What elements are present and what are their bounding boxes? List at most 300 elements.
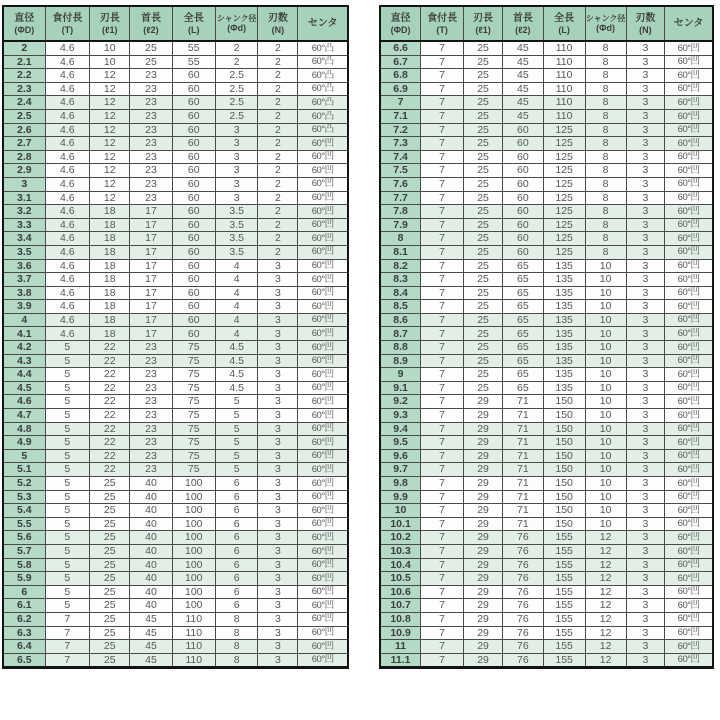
cell-flute_count: 3	[626, 626, 665, 640]
table-row	[3, 463, 348, 477]
column-label: 刃長	[473, 13, 494, 25]
cell-shank_diameter: 6	[215, 599, 257, 613]
cell-diameter: 7.5	[380, 164, 421, 178]
cell-neck_length: 45	[503, 109, 544, 123]
cell-flute_length: 29	[464, 558, 503, 572]
cell-diameter: 9	[380, 368, 421, 382]
cell-center: 60°凹	[298, 463, 348, 477]
cell-flute_length: 29	[464, 504, 503, 518]
column-label: 直径	[390, 13, 411, 25]
column-label: 刃長	[99, 13, 120, 25]
cell-overall_length: 125	[543, 218, 585, 232]
cell-flute_length: 25	[464, 177, 503, 191]
cell-flute_count: 2	[258, 96, 298, 110]
cell-chamfer_length: 7	[421, 368, 464, 382]
cell-flute_count: 3	[626, 300, 665, 314]
cell-center: 60°凹	[665, 354, 713, 368]
table-row	[3, 354, 348, 368]
cell-diameter: 9.7	[380, 463, 421, 477]
column-label: シャンク径	[216, 14, 257, 24]
table-row	[3, 477, 348, 491]
cell-flute_length: 29	[464, 612, 503, 626]
table-row	[380, 409, 713, 423]
cell-overall_length: 125	[543, 150, 585, 164]
cell-center: 60°凹	[665, 300, 713, 314]
table-row	[380, 640, 713, 654]
cell-flute_count: 2	[258, 205, 298, 219]
cell-neck_length: 60	[503, 137, 544, 151]
table-row	[380, 490, 713, 504]
cell-flute_length: 29	[464, 517, 503, 531]
cell-flute_count: 3	[626, 463, 665, 477]
cell-center: 60°凹	[665, 273, 713, 287]
cell-shank_diameter: 10	[585, 327, 626, 341]
cell-center: 60°凹	[298, 612, 348, 626]
cell-chamfer_length: 7	[45, 626, 90, 640]
table-row	[380, 41, 713, 55]
cell-shank_diameter: 10	[585, 490, 626, 504]
cell-flute_length: 29	[464, 572, 503, 586]
cell-shank_diameter: 3	[215, 164, 257, 178]
cell-overall_length: 155	[543, 572, 585, 586]
cell-shank_diameter: 4	[215, 327, 257, 341]
cell-diameter: 5.6	[3, 531, 45, 545]
spec-table-right	[379, 5, 714, 669]
cell-flute_length: 18	[90, 273, 130, 287]
cell-flute_count: 2	[258, 82, 298, 96]
table-row	[3, 164, 348, 178]
cell-flute_count: 3	[258, 504, 298, 518]
cell-flute_count: 2	[258, 150, 298, 164]
cell-diameter: 10.1	[380, 517, 421, 531]
cell-flute_length: 22	[90, 368, 130, 382]
cell-overall_length: 60	[172, 327, 215, 341]
cell-neck_length: 23	[130, 191, 172, 205]
cell-flute_length: 25	[90, 544, 130, 558]
cell-chamfer_length: 4.6	[45, 313, 90, 327]
cell-center: 60°凸	[298, 109, 348, 123]
cell-overall_length: 135	[543, 273, 585, 287]
cell-center: 60°凹	[665, 109, 713, 123]
cell-diameter: 10.6	[380, 585, 421, 599]
cell-shank_diameter: 10	[585, 368, 626, 382]
table-row	[380, 327, 713, 341]
cell-diameter: 4.7	[3, 409, 45, 423]
cell-flute_length: 22	[90, 341, 130, 355]
cell-neck_length: 45	[130, 612, 172, 626]
cell-shank_diameter: 4.5	[215, 381, 257, 395]
cell-overall_length: 125	[543, 164, 585, 178]
cell-overall_length: 150	[543, 409, 585, 423]
cell-chamfer_length: 5	[45, 517, 90, 531]
cell-neck_length: 65	[503, 286, 544, 300]
table-row	[380, 653, 713, 668]
cell-chamfer_length: 4.6	[45, 82, 90, 96]
cell-flute_count: 3	[258, 368, 298, 382]
cell-flute_count: 3	[626, 218, 665, 232]
column-label: 全長	[554, 13, 575, 25]
cell-shank_diameter: 8	[585, 109, 626, 123]
cell-diameter: 3.2	[3, 205, 45, 219]
cell-center: 60°凹	[665, 341, 713, 355]
cell-overall_length: 55	[172, 41, 215, 55]
cell-chamfer_length: 4.6	[45, 69, 90, 83]
cell-overall_length: 75	[172, 449, 215, 463]
cell-neck_length: 65	[503, 327, 544, 341]
cell-shank_diameter: 6	[215, 504, 257, 518]
table-row	[3, 177, 348, 191]
cell-shank_diameter: 6	[215, 517, 257, 531]
table-row	[380, 164, 713, 178]
cell-shank_diameter: 3.5	[215, 232, 257, 246]
cell-center: 60°凹	[298, 164, 348, 178]
cell-shank_diameter: 2.5	[215, 69, 257, 83]
cell-shank_diameter: 8	[585, 55, 626, 69]
cell-flute_length: 25	[464, 150, 503, 164]
cell-neck_length: 45	[503, 55, 544, 69]
cell-shank_diameter: 5	[215, 422, 257, 436]
cell-diameter: 11	[380, 640, 421, 654]
cell-neck_length: 23	[130, 69, 172, 83]
cell-shank_diameter: 12	[585, 653, 626, 668]
cell-flute_length: 12	[90, 164, 130, 178]
cell-overall_length: 60	[172, 286, 215, 300]
cell-neck_length: 17	[130, 286, 172, 300]
cell-flute_length: 12	[90, 177, 130, 191]
table-row	[380, 82, 713, 96]
cell-shank_diameter: 12	[585, 558, 626, 572]
cell-overall_length: 75	[172, 436, 215, 450]
cell-overall_length: 110	[172, 626, 215, 640]
cell-flute_length: 22	[90, 354, 130, 368]
cell-center: 60°凹	[665, 327, 713, 341]
cell-diameter: 4.6	[3, 395, 45, 409]
cell-center: 60°凹	[298, 232, 348, 246]
cell-center: 60°凹	[298, 218, 348, 232]
cell-neck_length: 76	[503, 531, 544, 545]
cell-diameter: 4.4	[3, 368, 45, 382]
cell-diameter: 2.3	[3, 82, 45, 96]
cell-chamfer_length: 7	[421, 327, 464, 341]
cell-shank_diameter: 12	[585, 612, 626, 626]
cell-neck_length: 23	[130, 368, 172, 382]
cell-chamfer_length: 7	[421, 164, 464, 178]
cell-center: 60°凹	[665, 137, 713, 151]
column-header-flute_length	[90, 6, 130, 41]
cell-chamfer_length: 7	[421, 177, 464, 191]
cell-flute_count: 3	[258, 300, 298, 314]
cell-center: 60°凹	[665, 381, 713, 395]
cell-chamfer_length: 4.6	[45, 259, 90, 273]
cell-diameter: 2.9	[3, 164, 45, 178]
cell-diameter: 4.2	[3, 341, 45, 355]
cell-diameter: 7.8	[380, 205, 421, 219]
cell-overall_length: 150	[543, 422, 585, 436]
cell-chamfer_length: 5	[45, 368, 90, 382]
cell-overall_length: 100	[172, 585, 215, 599]
cell-chamfer_length: 7	[421, 41, 464, 55]
cell-overall_length: 150	[543, 490, 585, 504]
cell-flute_count: 3	[258, 436, 298, 450]
cell-diameter: 9.2	[380, 395, 421, 409]
cell-diameter: 2.6	[3, 123, 45, 137]
cell-neck_length: 76	[503, 640, 544, 654]
table-row	[380, 626, 713, 640]
cell-neck_length: 65	[503, 313, 544, 327]
column-label: センタ	[673, 18, 704, 30]
cell-chamfer_length: 7	[421, 558, 464, 572]
cell-overall_length: 75	[172, 341, 215, 355]
cell-flute_count: 3	[626, 612, 665, 626]
cell-chamfer_length: 7	[45, 653, 90, 668]
column-label: 食付長	[52, 13, 83, 25]
column-label: 刃数	[635, 13, 656, 25]
cell-neck_length: 71	[503, 504, 544, 518]
table-row	[3, 341, 348, 355]
table-row	[3, 41, 348, 55]
cell-neck_length: 60	[503, 177, 544, 191]
cell-neck_length: 23	[130, 463, 172, 477]
cell-neck_length: 71	[503, 490, 544, 504]
table-row	[3, 55, 348, 69]
cell-flute_count: 3	[626, 422, 665, 436]
cell-center: 60°凹	[665, 55, 713, 69]
column-header-diameter	[380, 6, 421, 41]
cell-flute_length: 25	[464, 205, 503, 219]
cell-shank_diameter: 8	[585, 137, 626, 151]
cell-overall_length: 75	[172, 409, 215, 423]
cell-neck_length: 76	[503, 599, 544, 613]
cell-neck_length: 17	[130, 232, 172, 246]
cell-neck_length: 45	[503, 41, 544, 55]
cell-neck_length: 60	[503, 123, 544, 137]
cell-flute_count: 3	[258, 395, 298, 409]
cell-overall_length: 75	[172, 422, 215, 436]
cell-overall_length: 110	[543, 82, 585, 96]
cell-diameter: 9.5	[380, 436, 421, 450]
cell-flute_length: 22	[90, 381, 130, 395]
cell-flute_count: 3	[626, 381, 665, 395]
cell-shank_diameter: 4	[215, 300, 257, 314]
cell-flute_length: 18	[90, 232, 130, 246]
cell-shank_diameter: 8	[585, 205, 626, 219]
cell-chamfer_length: 5	[45, 585, 90, 599]
table-row	[3, 381, 348, 395]
table-row	[380, 544, 713, 558]
cell-overall_length: 125	[543, 137, 585, 151]
cell-center: 60°凹	[665, 436, 713, 450]
cell-flute_count: 3	[258, 517, 298, 531]
cell-center: 60°凹	[298, 286, 348, 300]
cell-overall_length: 135	[543, 259, 585, 273]
cell-flute_length: 29	[464, 409, 503, 423]
cell-flute_count: 3	[626, 354, 665, 368]
cell-neck_length: 65	[503, 273, 544, 287]
cell-diameter: 11.1	[380, 653, 421, 668]
cell-overall_length: 155	[543, 640, 585, 654]
cell-chamfer_length: 7	[45, 640, 90, 654]
cell-flute_length: 25	[464, 327, 503, 341]
cell-flute_length: 25	[90, 640, 130, 654]
cell-diameter: 8.2	[380, 259, 421, 273]
cell-flute_length: 29	[464, 653, 503, 668]
cell-center: 60°凹	[298, 191, 348, 205]
cell-chamfer_length: 4.6	[45, 55, 90, 69]
cell-shank_diameter: 10	[585, 259, 626, 273]
cell-chamfer_length: 4.6	[45, 123, 90, 137]
cell-flute_length: 25	[464, 368, 503, 382]
cell-flute_count: 3	[258, 341, 298, 355]
cell-neck_length: 60	[503, 218, 544, 232]
cell-chamfer_length: 7	[421, 517, 464, 531]
cell-flute_count: 3	[258, 626, 298, 640]
cell-flute_length: 12	[90, 123, 130, 137]
cell-neck_length: 76	[503, 544, 544, 558]
cell-center: 60°凹	[665, 395, 713, 409]
cell-neck_length: 76	[503, 572, 544, 586]
cell-shank_diameter: 12	[585, 572, 626, 586]
table-row	[3, 558, 348, 572]
cell-shank_diameter: 5	[215, 463, 257, 477]
table-row	[380, 599, 713, 613]
cell-shank_diameter: 3	[215, 123, 257, 137]
column-unit-symbol: (N)	[271, 24, 285, 35]
cell-overall_length: 60	[172, 259, 215, 273]
table-row	[380, 463, 713, 477]
cell-overall_length: 60	[172, 245, 215, 259]
cell-flute_count: 3	[626, 558, 665, 572]
cell-flute_length: 18	[90, 327, 130, 341]
cell-diameter: 8.8	[380, 341, 421, 355]
cell-chamfer_length: 4.6	[45, 273, 90, 287]
cell-flute_length: 18	[90, 205, 130, 219]
cell-chamfer_length: 4.6	[45, 137, 90, 151]
cell-chamfer_length: 4.6	[45, 286, 90, 300]
cell-flute_count: 3	[626, 177, 665, 191]
cell-flute_count: 3	[626, 368, 665, 382]
cell-chamfer_length: 7	[421, 245, 464, 259]
cell-overall_length: 55	[172, 55, 215, 69]
cell-neck_length: 71	[503, 422, 544, 436]
cell-flute_count: 3	[626, 313, 665, 327]
cell-overall_length: 60	[172, 191, 215, 205]
cell-center: 60°凹	[665, 490, 713, 504]
cell-chamfer_length: 7	[421, 55, 464, 69]
cell-diameter: 10.7	[380, 599, 421, 613]
cell-neck_length: 65	[503, 341, 544, 355]
cell-overall_length: 60	[172, 205, 215, 219]
column-unit-symbol: (ΦD)	[390, 24, 411, 35]
cell-overall_length: 100	[172, 572, 215, 586]
cell-flute_length: 25	[90, 490, 130, 504]
cell-diameter: 5	[3, 449, 45, 463]
cell-flute_count: 3	[626, 123, 665, 137]
cell-chamfer_length: 5	[45, 558, 90, 572]
cell-center: 60°凹	[665, 504, 713, 518]
column-label: 食付長	[427, 13, 458, 25]
cell-shank_diameter: 10	[585, 517, 626, 531]
cell-chamfer_length: 7	[421, 381, 464, 395]
column-header-overall_length	[543, 6, 585, 41]
cell-flute_count: 2	[258, 137, 298, 151]
cell-diameter: 8.4	[380, 286, 421, 300]
cell-neck_length: 23	[130, 409, 172, 423]
cell-flute_length: 12	[90, 69, 130, 83]
cell-center: 60°凹	[665, 544, 713, 558]
cell-flute_count: 3	[258, 313, 298, 327]
cell-center: 60°凹	[665, 585, 713, 599]
cell-chamfer_length: 4.6	[45, 150, 90, 164]
table-row	[3, 517, 348, 531]
table-row	[380, 218, 713, 232]
cell-shank_diameter: 8	[215, 626, 257, 640]
cell-shank_diameter: 10	[585, 395, 626, 409]
header-row	[3, 6, 348, 41]
cell-overall_length: 155	[543, 653, 585, 668]
table-row	[3, 490, 348, 504]
cell-flute_length: 10	[90, 55, 130, 69]
cell-shank_diameter: 12	[585, 599, 626, 613]
cell-center: 60°凹	[665, 245, 713, 259]
cell-diameter: 8.5	[380, 300, 421, 314]
table-row	[380, 585, 713, 599]
table-row	[3, 612, 348, 626]
column-unit-symbol: (ℓ1)	[102, 24, 118, 35]
cell-neck_length: 17	[130, 205, 172, 219]
cell-shank_diameter: 5	[215, 436, 257, 450]
column-label: 刃数	[267, 13, 288, 25]
cell-neck_length: 65	[503, 381, 544, 395]
cell-flute_length: 25	[464, 137, 503, 151]
cell-shank_diameter: 12	[585, 585, 626, 599]
table-row	[380, 300, 713, 314]
cell-neck_length: 23	[130, 354, 172, 368]
cell-diameter: 3.3	[3, 218, 45, 232]
cell-shank_diameter: 6	[215, 558, 257, 572]
cell-diameter: 8	[380, 232, 421, 246]
cell-center: 60°凹	[665, 191, 713, 205]
cell-diameter: 6.2	[3, 612, 45, 626]
cell-center: 60°凹	[298, 599, 348, 613]
cell-center: 60°凸	[298, 69, 348, 83]
cell-diameter: 2.4	[3, 96, 45, 110]
column-header-neck_length	[130, 6, 172, 41]
cell-flute_length: 22	[90, 395, 130, 409]
cell-flute_length: 12	[90, 109, 130, 123]
table-row	[3, 245, 348, 259]
cell-overall_length: 150	[543, 517, 585, 531]
table-row	[3, 191, 348, 205]
cell-shank_diameter: 10	[585, 300, 626, 314]
cell-flute_length: 25	[90, 572, 130, 586]
cell-flute_length: 29	[464, 640, 503, 654]
cell-center: 60°凹	[298, 477, 348, 491]
cell-center: 60°凹	[665, 558, 713, 572]
cell-overall_length: 125	[543, 123, 585, 137]
column-label: センタ	[307, 18, 338, 30]
cell-flute_count: 3	[258, 531, 298, 545]
cell-overall_length: 150	[543, 504, 585, 518]
cell-chamfer_length: 5	[45, 409, 90, 423]
cell-chamfer_length: 7	[421, 422, 464, 436]
table-row	[3, 327, 348, 341]
cell-flute_length: 25	[464, 259, 503, 273]
cell-chamfer_length: 7	[421, 653, 464, 668]
cell-center: 60°凹	[298, 354, 348, 368]
cell-shank_diameter: 5	[215, 449, 257, 463]
column-unit-symbol: (ℓ1)	[475, 24, 491, 35]
cell-flute_count: 3	[258, 449, 298, 463]
